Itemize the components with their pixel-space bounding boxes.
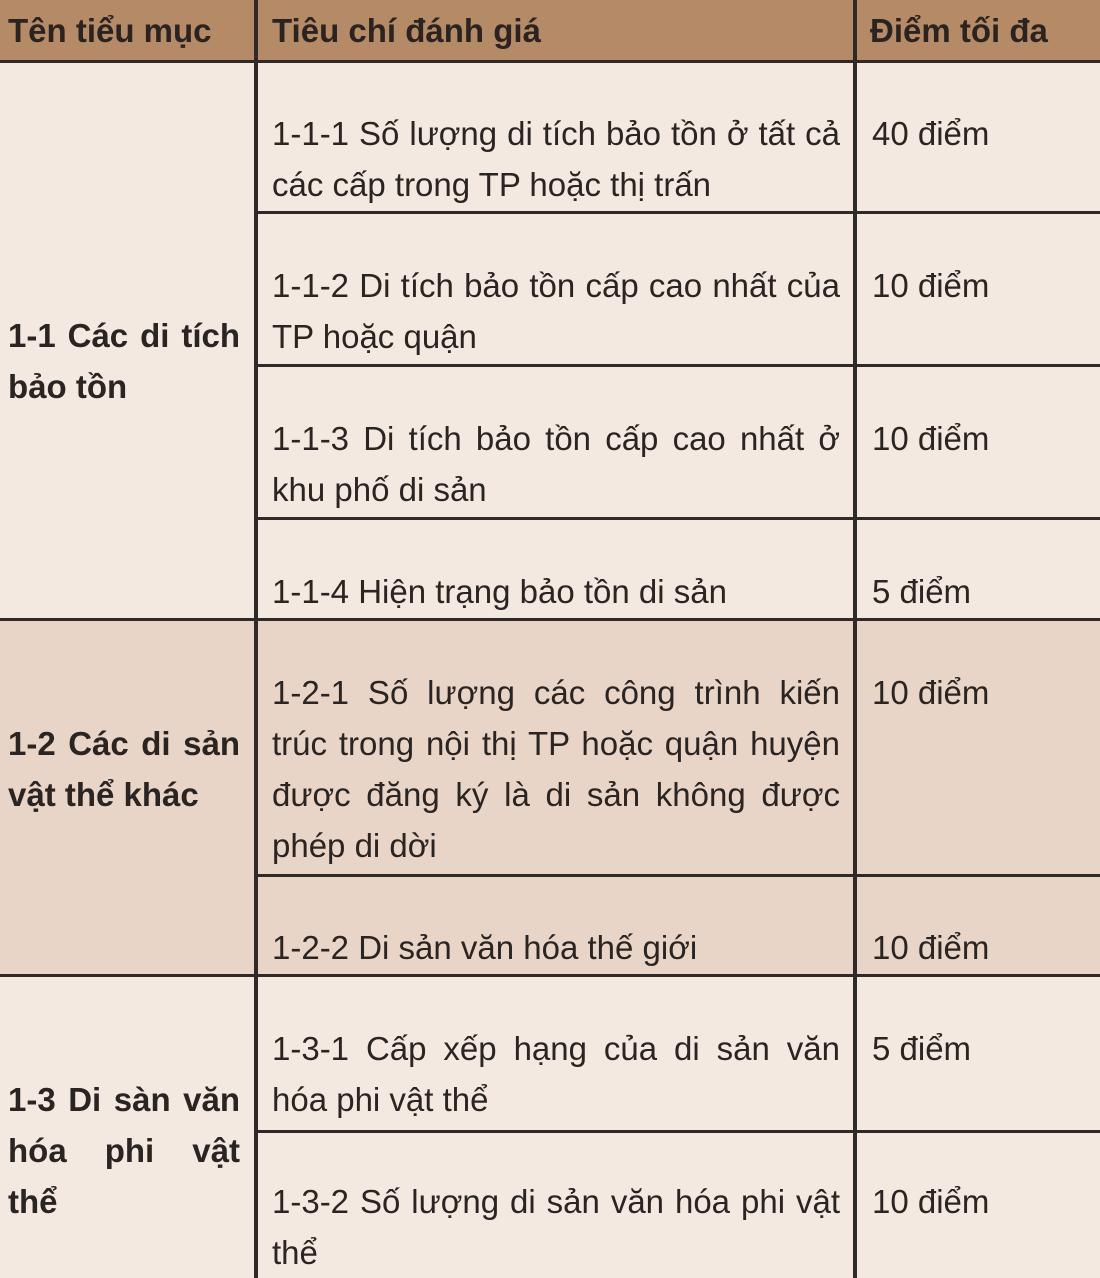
criterion-text: 1-1-4 Hiện trạng bảo tồn di sản xyxy=(272,573,727,610)
criterion-text: 1-1-2 Di tích bảo tồn cấp cao nhất của TP hoặc quận xyxy=(272,267,840,355)
header-criteria: Tiêu chí đánh giá xyxy=(272,12,541,49)
header-section-name: Tên tiểu mục xyxy=(8,12,212,49)
column-divider xyxy=(254,0,258,1278)
row-divider xyxy=(254,211,1100,214)
criterion-points: 10 điểm xyxy=(872,267,990,304)
section-name: 1-3 Di sàn văn hóa phi vật thể xyxy=(8,1081,240,1220)
row-divider xyxy=(0,60,1100,63)
table-header xyxy=(0,0,1100,62)
criterion-text: 1-1-1 Số lượng di tích bảo tồn ở tất cả các cấp trong TP hoặc thị trấn xyxy=(272,115,840,203)
row-divider xyxy=(254,517,1100,520)
criterion-text: 1-2-1 Số lượng các công trình kiến trúc trong nội thị TP hoặc quận huyện được đăng ký là di sản không được phép di dời xyxy=(272,674,840,864)
criterion-text: 1-3-2 Số lượng di sản văn hóa phi vật thể xyxy=(272,1183,840,1271)
criterion-text: 1-1-3 Di tích bảo tồn cấp cao nhất ở khu phố di sản xyxy=(272,420,840,508)
criterion-points: 10 điểm xyxy=(872,929,990,966)
row-divider xyxy=(254,364,1100,367)
section-name: 1-1 Các di tích bảo tồn xyxy=(8,317,240,405)
row-divider xyxy=(0,974,1100,977)
row-divider xyxy=(254,874,1100,877)
column-divider xyxy=(853,0,857,1278)
criterion-text: 1-2-2 Di sản văn hóa thế giới xyxy=(272,929,698,966)
row-divider xyxy=(0,618,1100,621)
row-divider xyxy=(254,1130,1100,1133)
criterion-points: 10 điểm xyxy=(872,674,990,711)
criterion-points: 5 điểm xyxy=(872,573,972,610)
header-max-points: Điểm tối đa xyxy=(870,12,1048,49)
criterion-text: 1-3-1 Cấp xếp hạng của di sản văn hóa phi vật thể xyxy=(272,1030,840,1118)
section-name: 1-2 Các di sản vật thể khác xyxy=(8,725,240,813)
criterion-points: 10 điểm xyxy=(872,1183,990,1220)
criterion-points: 5 điểm xyxy=(872,1030,972,1067)
criterion-points: 40 điểm xyxy=(872,115,990,152)
criterion-points: 10 điểm xyxy=(872,420,990,457)
